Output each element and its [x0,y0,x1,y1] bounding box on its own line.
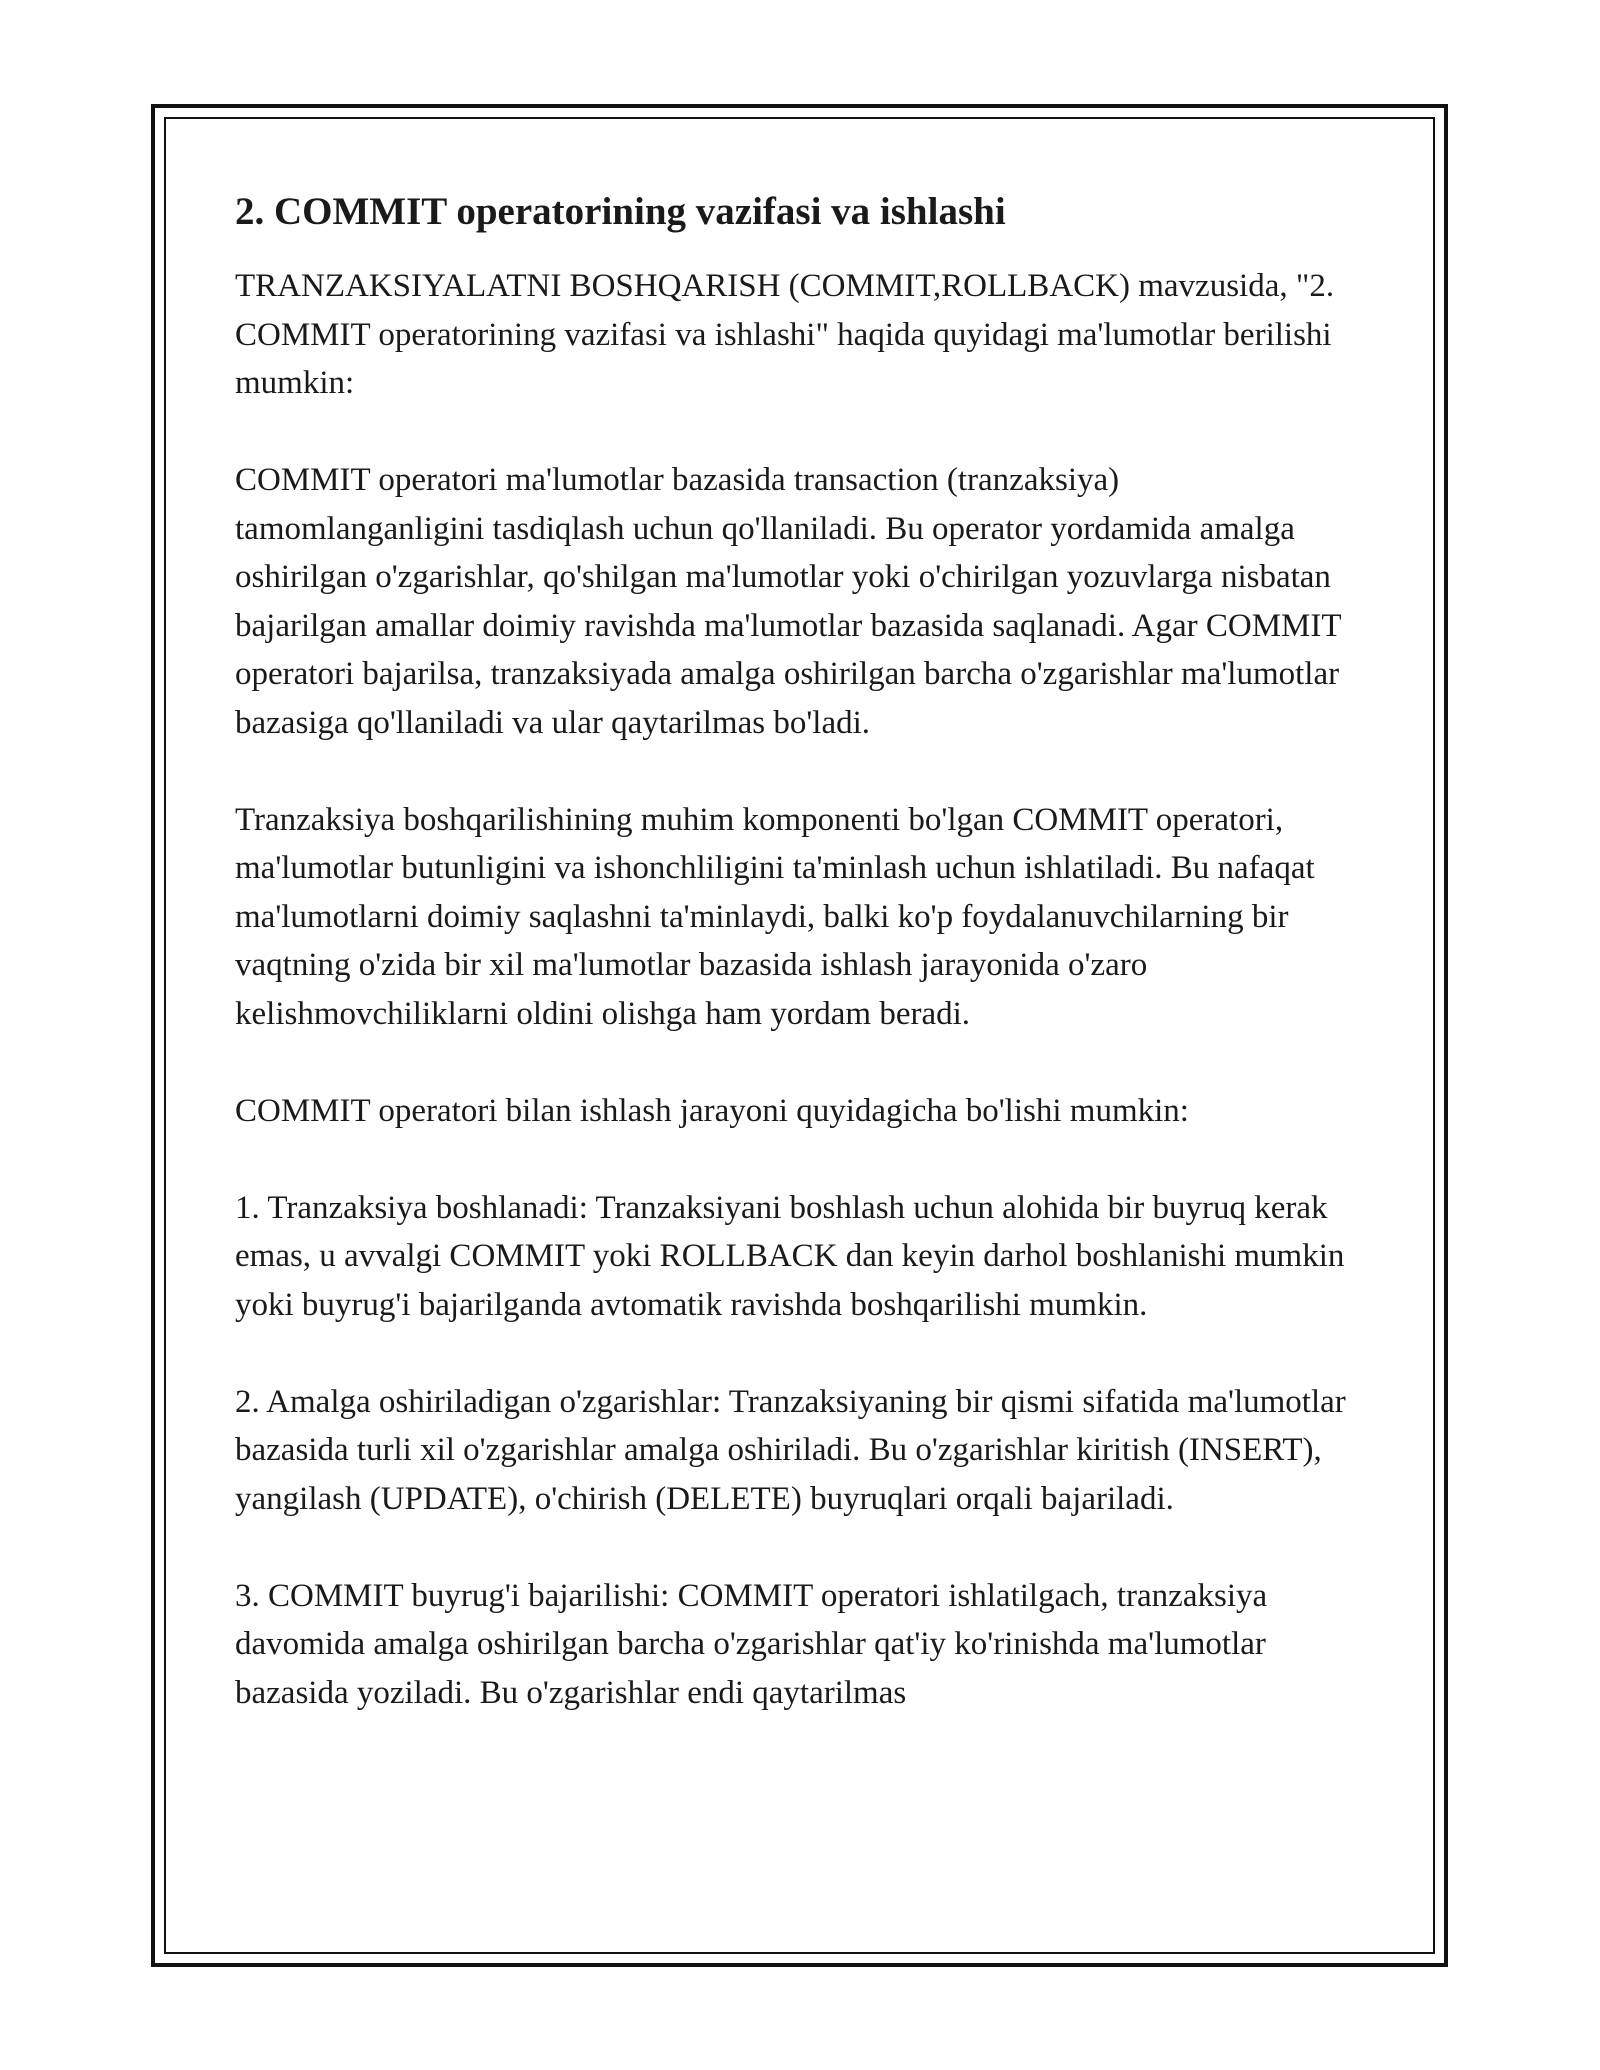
list-item-step-1: 1. Tranzaksiya boshlanadi: Tranzaksiyani boshlash uchun alohida bir buyruq kerak emas, u avvalgi COMMIT yoki ROLLBACK dan keyin darhol boshlanishi mumkin yoki buyrug'i bajarilganda avtomatik ravishda boshqarilishi mumkin. [235,1189,1345,1323]
paragraph-process-intro: COMMIT operatori bilan ishlash jarayoni quyidagicha bo'lishi mumkin: [235,1092,1189,1129]
paragraph-commit-importance: Tranzaksiya boshqarilishining muhim komponenti bo'lgan COMMIT operatori, ma'lumotlar butunligini va ishonchliligini ta'minlash uchun ishlatiladi. Bu nafaqat ma'lumotlarni doimiy saqlashni ta'minlaydi, balki ko'p foydalanuvchilarning bir vaqtning o'zida bir xil ma'lumotlar bazasida ishlash jarayonida o'zaro kelishmovchiliklarni oldini olishga ham yordam beradi. [235,801,1315,1032]
section-heading: 2. COMMIT operatorining vazifasi va ishlashi [235,190,1006,233]
paragraph-intro: TRANZAKSIYALATNI BOSHQARISH (COMMIT,ROLLBACK) mavzusida, "2. COMMIT operatorining vazifasi va ishlashi" haqida quyidagi ma'lumotlar berilishi mumkin: [235,268,1335,401]
document-body [235,186,1370,1766]
list-item-step-3: 3. COMMIT buyrug'i bajarilishi: COMMIT operatori ishlatilgach, tranzaksiya davomida amalga oshirilgan barcha o'zgarishlar qat'iy ko'rinishda ma'lumotlar bazasida yoziladi. Bu o'zgarishlar endi qaytarilmas [235,1577,1268,1711]
list-item-step-2: 2. Amalga oshiriladigan o'zgarishlar: Tranzaksiyaning bir qismi sifatida ma'lumotlar bazasida turli xil o'zgarishlar amalga oshiriladi. Bu o'zgarishlar kiritish (INSERT), yangilash (UPDATE), o'chirish (DELETE) buyruqlari orqali bajariladi. [235,1383,1346,1517]
paragraph-commit-definition: COMMIT operatori ma'lumotlar bazasida transaction (tranzaksiya) tamomlanganligini tasdiqlash uchun qo'llaniladi. Bu operator yordamida amalga oshirilgan o'zgarishlar, qo'shilgan ma'lumotlar yoki o'chirilgan yozuvlarga nisbatan bajarilgan amallar doimiy ravishda ma'lumotlar bazasida saqlanadi. Agar COMMIT operatori bajarilsa, tranzaksiyada amalga oshirilgan barcha o'zgarishlar ma'lumotlar bazasiga qo'llaniladi va ular qaytarilmas bo'ladi. [235,462,1341,741]
